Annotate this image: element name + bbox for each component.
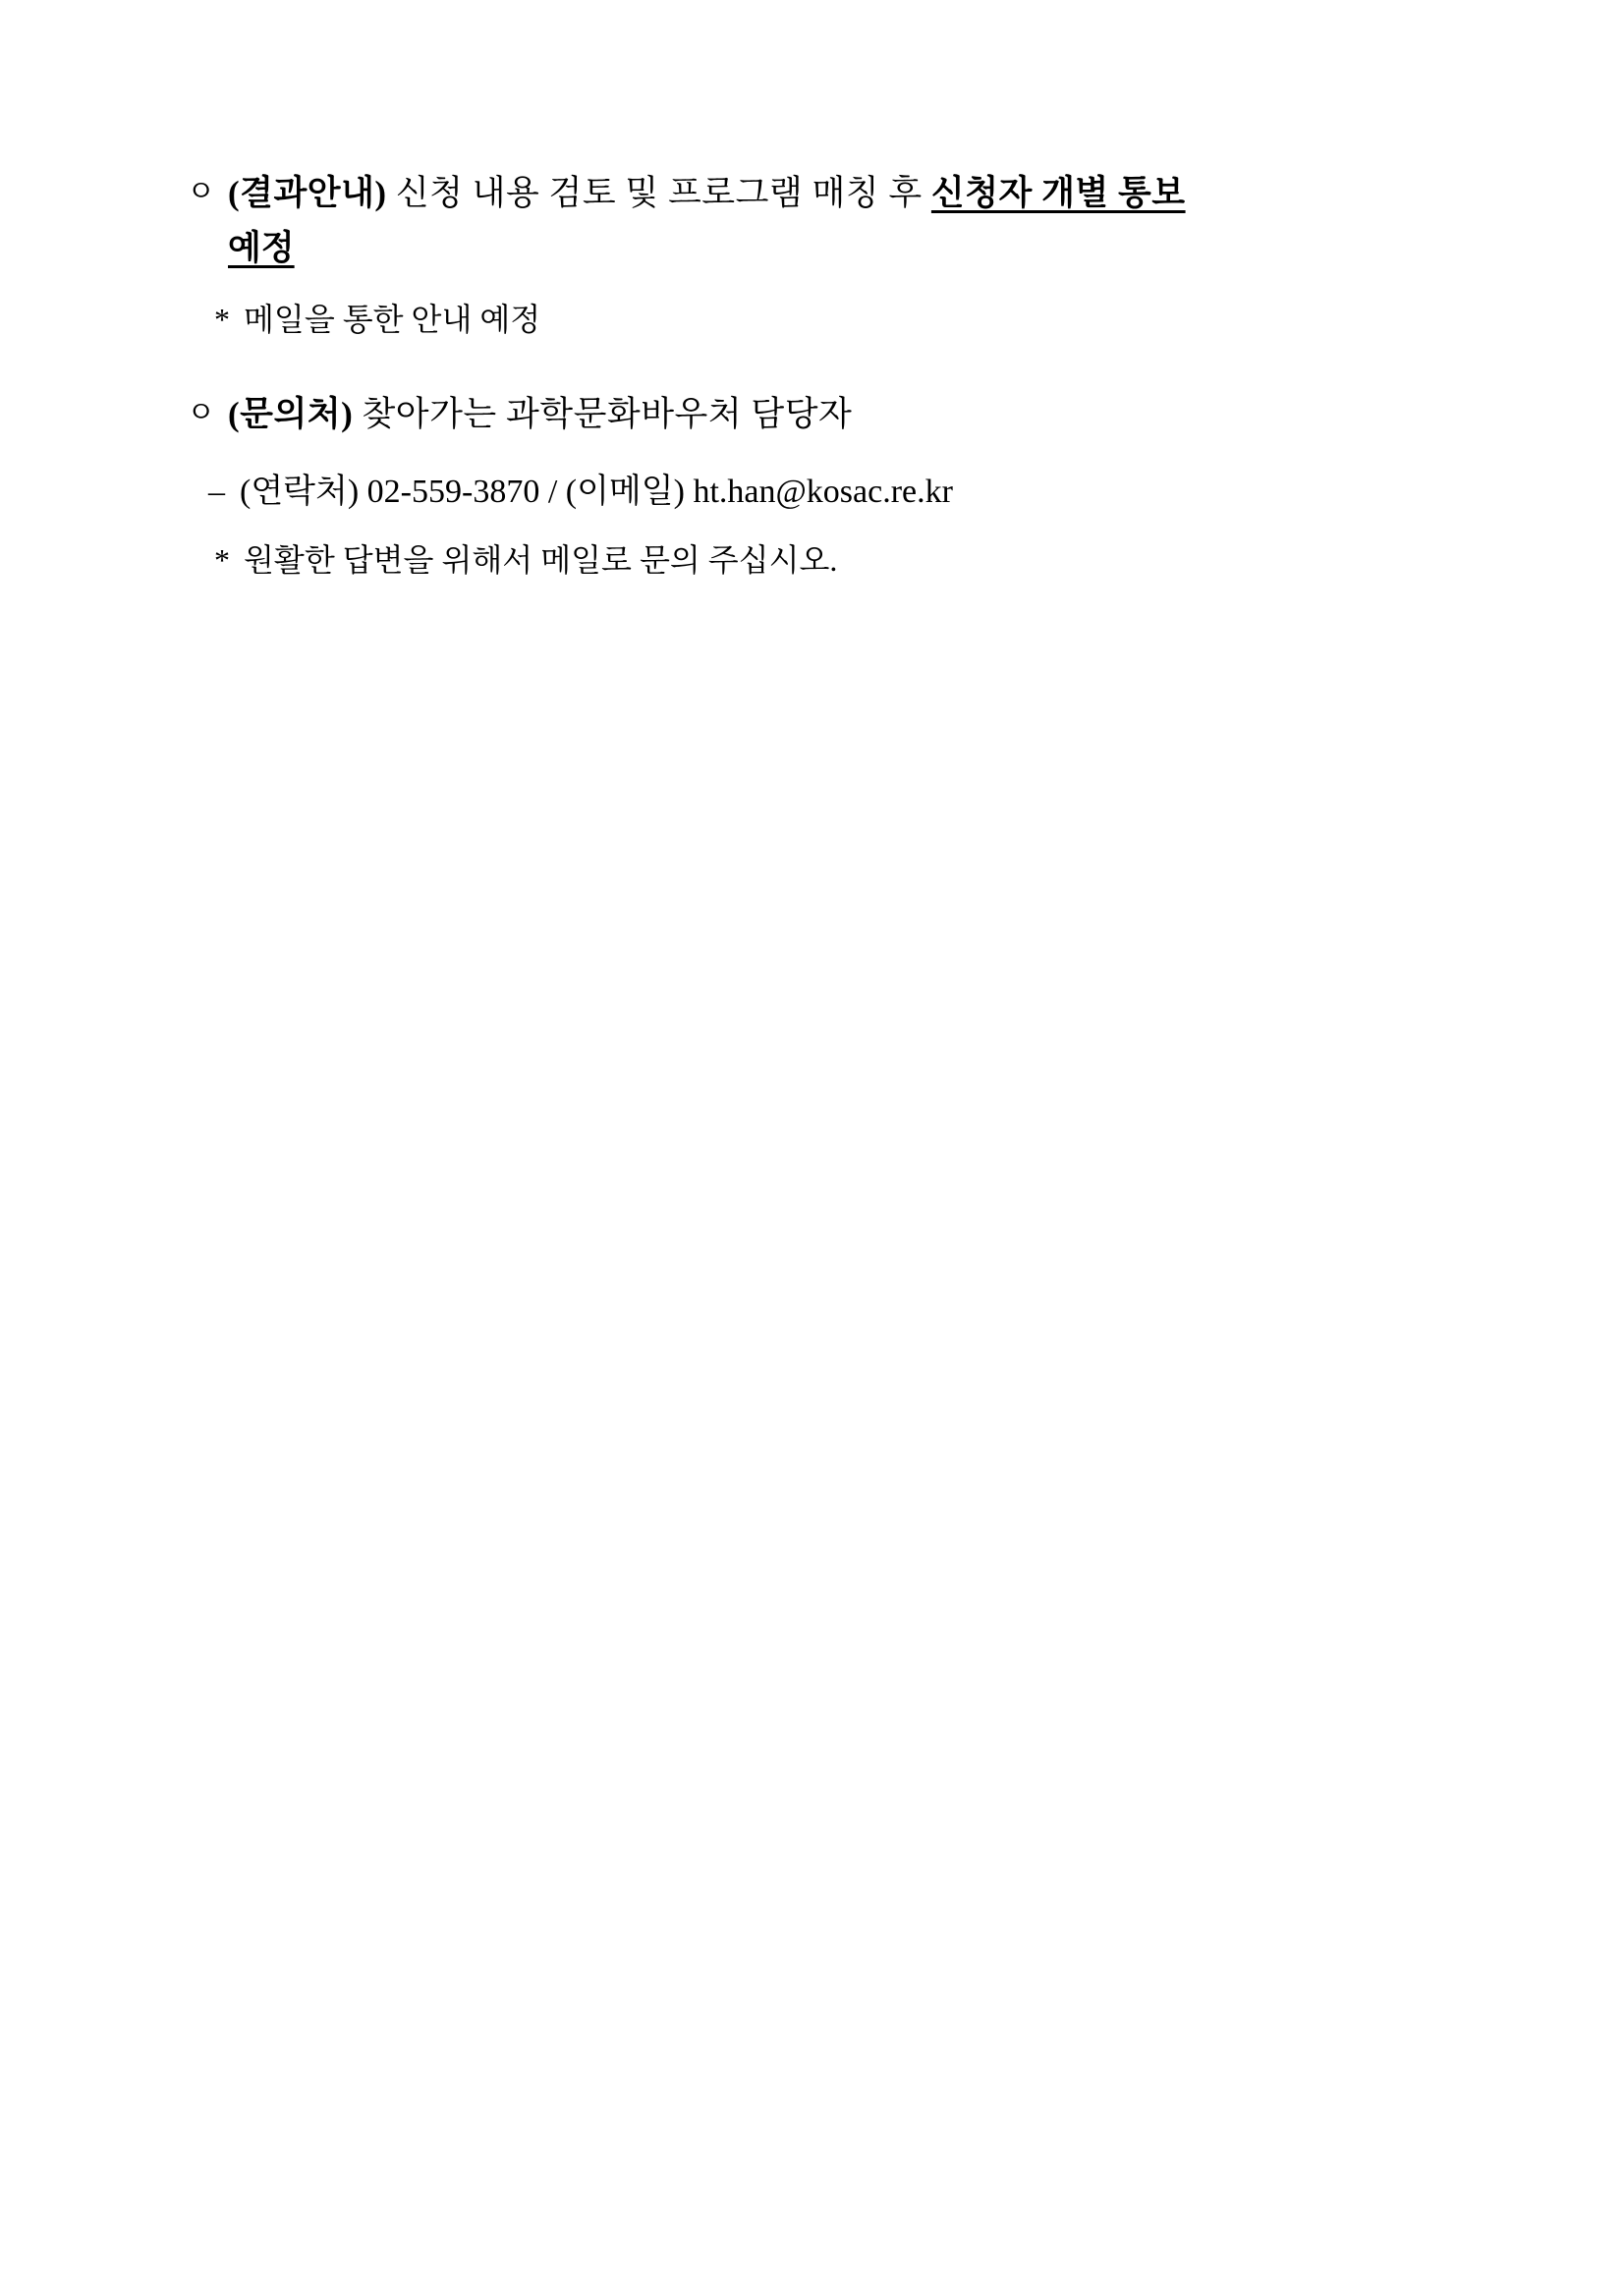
section-result-notice-wrap-row	[187, 222, 1464, 275]
section-result-notice-wrapped: 예정	[228, 229, 295, 268]
section-contact-text: 찾아가는 과학문화바우처 담당자	[353, 394, 853, 433]
dash-icon: –	[208, 473, 225, 510]
section-contact	[187, 388, 1464, 441]
section-contact-body	[228, 388, 1464, 441]
section-result-notice-text: 신청 내용 검토 및 프로그램 매칭 후	[386, 174, 931, 212]
document-content	[187, 167, 1464, 584]
note-mail-preference	[214, 536, 1464, 584]
note-mail-guide	[214, 296, 1464, 343]
section-spacer	[187, 343, 1464, 388]
contact-details	[208, 467, 1464, 517]
section-result-notice-emphasis: 신청자 개별 통보	[930, 174, 1186, 212]
asterisk-icon: *	[214, 301, 230, 337]
bullet-circle-icon: ㅇ	[187, 396, 216, 429]
note-mail-guide-text: 메일을 통한 안내 예정	[244, 301, 541, 337]
section-result-notice-label: (결과안내)	[228, 174, 387, 212]
section-result-notice	[187, 167, 1464, 220]
asterisk-icon: *	[214, 541, 230, 578]
section-result-notice-body	[228, 167, 1464, 220]
note-mail-preference-text: 원활한 답변을 위해서 메일로 문의 주십시오.	[244, 541, 838, 578]
section-contact-label: (문의처)	[228, 394, 354, 433]
bullet-circle-icon: ㅇ	[187, 176, 216, 208]
contact-details-text: (연락처) 02-559-3870 / (이메일) ht.han@kosac.re.kr	[240, 473, 953, 510]
contact-spacer	[187, 441, 1464, 451]
